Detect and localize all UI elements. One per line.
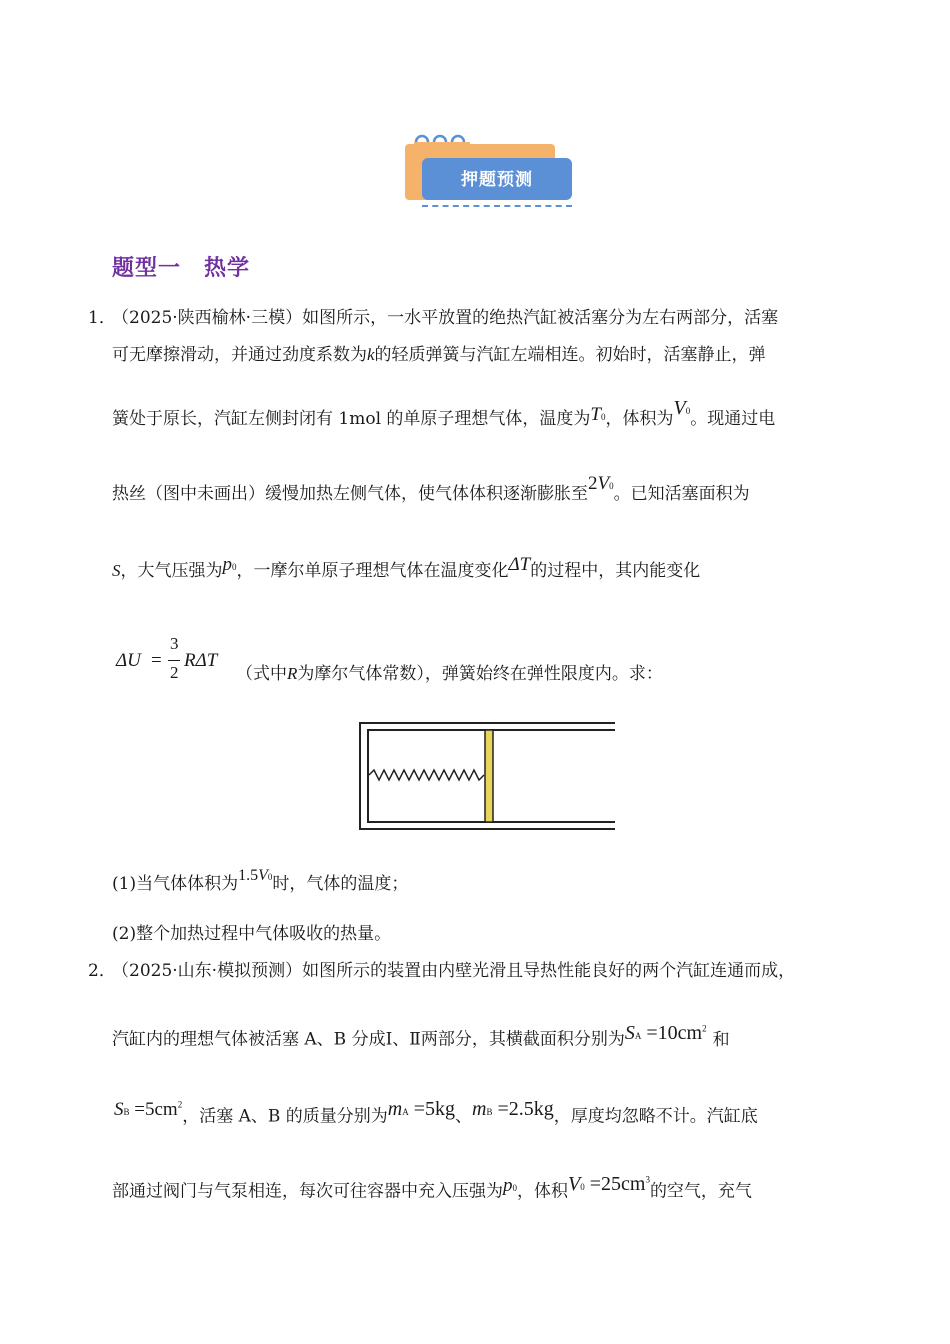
- q2-line-4: 部通过阀门与气泵相连，每次可往容器中充入压强为p0，体积$V0 =25cm^3$的空气，充气: [112, 1172, 752, 1202]
- q1-sub-question-2: (2)整个加热过程中气体吸收的热量。: [112, 924, 392, 944]
- formula-numerator: 3: [170, 634, 179, 653]
- q1-sub-question-1: (1)当气体体积为1.5V0时，气体的温度；: [112, 867, 409, 894]
- q1-line-1: （2025·陕西榆林·三模）如图所示，一水平放置的绝热汽缸被活塞分为左右两部分，活塞: [112, 308, 779, 328]
- cylinder-diagram: [356, 718, 620, 834]
- q1-line-4: 热丝（图中未画出）缓慢加热左侧气体，使气体体积逐渐膨胀至2V0。已知活塞面积为: [112, 473, 750, 504]
- math-V0: V0: [673, 397, 691, 419]
- formula-fraction-bar: [168, 660, 180, 661]
- math-mb: mB =2.5kg: [472, 1098, 554, 1121]
- formula-r-delta-t: RΔT: [184, 650, 218, 671]
- formula-equals: =: [151, 650, 162, 671]
- math-ma: mA =5kg: [387, 1098, 456, 1121]
- math-v0-volume: $V0 =25cm^3$: [568, 1172, 650, 1195]
- q1-line-3: 簧处于原长，汽缸左侧封闭有 1mol 的单原子理想气体，温度为T0，体积为V0。现通过电: [112, 397, 776, 429]
- math-delta-T: ΔT: [508, 554, 531, 575]
- spring-icon: [369, 770, 484, 780]
- q2-line-2: 汽缸内的理想气体被活塞 A、B 分成Ⅰ、Ⅱ两部分，其横截面积分别为SA $=10cm^2$和: [112, 1021, 730, 1050]
- banner-underline: [422, 205, 572, 207]
- piston: [485, 730, 493, 822]
- q2-line-3: SB $=5cm^2$，活塞 A、B 的质量分别为mA =5kg、mB =2.5kg，厚度均忽略不计。汽缸底: [114, 1098, 758, 1127]
- math-2V0: 2V0: [588, 473, 614, 494]
- question-number: 2．: [88, 961, 116, 981]
- q2-line-1: （2025·山东·模拟预测）如图所示的装置由内壁光滑且导热性能良好的两个汽缸连通而成，: [112, 961, 796, 981]
- q1-line-6: （式中R为摩尔气体常数），弹簧始终在弹性限度内。求：: [236, 664, 663, 684]
- math-p0: p0: [503, 1174, 517, 1196]
- banner-label: 押题预测: [422, 158, 572, 200]
- formula-delta-u: ΔU: [116, 650, 141, 671]
- section-title: 题型一 热学: [112, 255, 251, 281]
- math-sa: SA $=10cm^2$: [624, 1021, 707, 1044]
- q1-line-2: 可无摩擦滑动，并通过劲度系数为k的轻质弹簧与汽缸左端相连。初始时，活塞静止，弹: [112, 345, 766, 365]
- math-1-5-V0: 1.5V0: [238, 867, 273, 884]
- math-T0: T0: [590, 404, 606, 425]
- math-sb: SB $=5cm^2$: [114, 1099, 183, 1121]
- banner-rings-icon: [414, 130, 470, 155]
- formula-denominator: 2: [170, 663, 179, 682]
- q1-line-5: S，大气压强为p0，一摩尔单原子理想气体在温度变化ΔT的过程中，其内能变化: [112, 554, 701, 581]
- question-number: 1．: [88, 308, 116, 328]
- math-p0: p0: [222, 554, 237, 575]
